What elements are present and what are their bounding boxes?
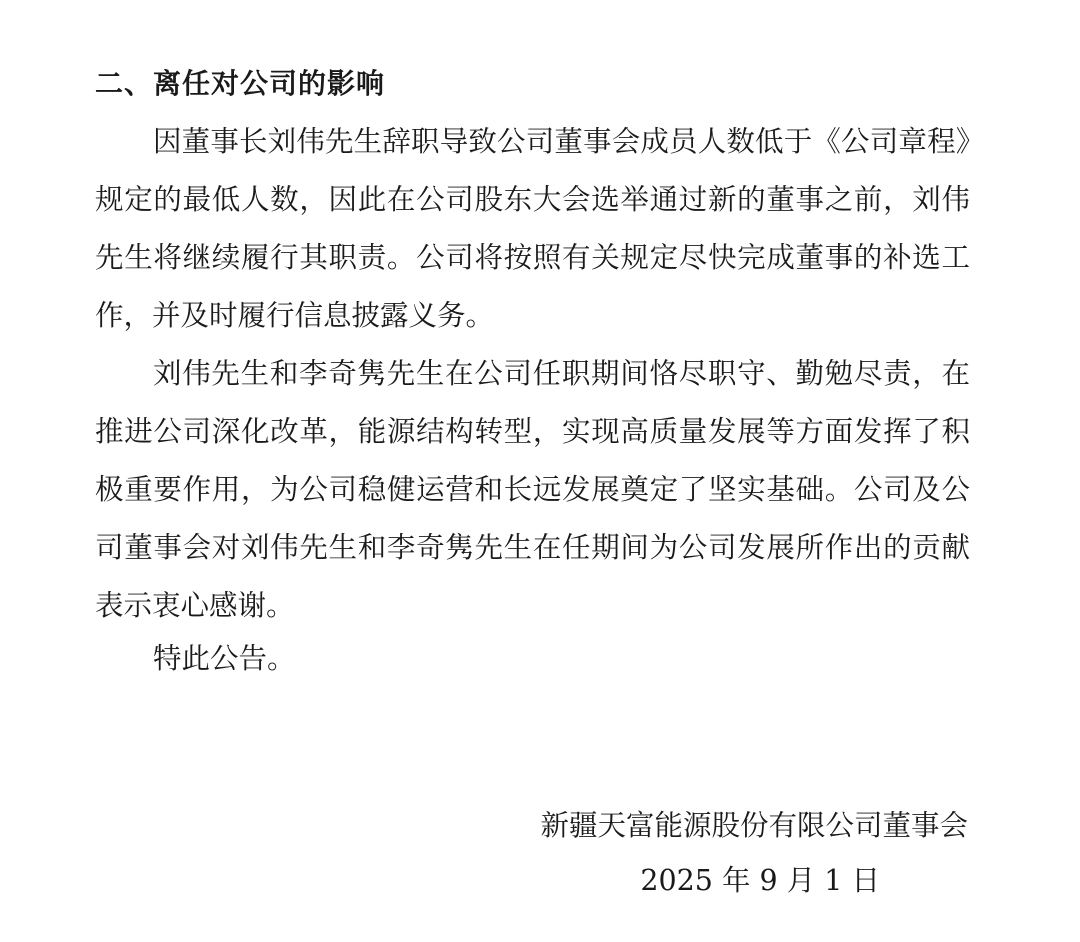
paragraph-board-vacancy: 因董事长刘伟先生辞职导致公司董事会成员人数低于《公司章程》规定的最低人数，因此在公司股东大会选举通过新的董事之前，刘伟先生将继续履行其职责。公司将按照有关规定尽快完成董事的补选工作，并及时履行信息披露义务。: [95, 125, 970, 332]
signature-organization: 新疆天富能源股份有限公司董事会: [540, 809, 968, 842]
paragraph-acknowledgement: 刘伟先生和李奇隽先生在公司任职期间恪尽职守、勤勉尽责，在推进公司深化改革，能源结构转型，实现高质量发展等方面发挥了积极重要作用，为公司稳健运营和长远发展奠定了坚实基础。公司及公司董事会对刘伟先生和李奇隽先生在任期间为公司发展所作出的贡献表示衷心感谢。: [95, 357, 970, 622]
signature-date: 2025 年 9 月 1 日: [640, 864, 880, 897]
section-heading: 二、离任对公司的影响: [95, 67, 386, 100]
paragraph-closing: 特此公告。: [153, 642, 296, 675]
